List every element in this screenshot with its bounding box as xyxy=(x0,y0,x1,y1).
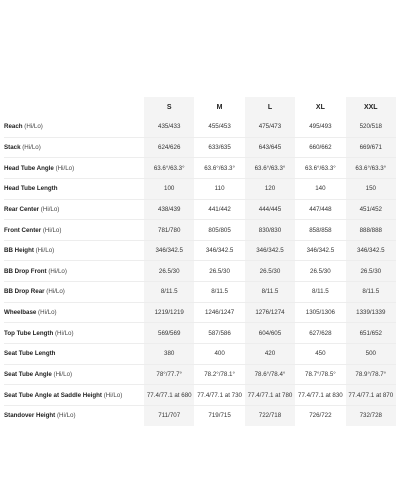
row-label-unit: (Hi/Lo) xyxy=(55,412,76,420)
table-cell: 444/445 xyxy=(245,199,295,220)
table-cell: 711/707 xyxy=(144,405,194,425)
geometry-table xyxy=(4,97,396,426)
table-row xyxy=(4,364,396,385)
table-cell: 78.7°/78.5° xyxy=(295,364,345,385)
row-label-text: BB Height xyxy=(4,247,34,255)
size-header-row xyxy=(4,97,396,117)
row-label-text: Reach xyxy=(4,123,23,131)
row-label-text: Standover Height xyxy=(4,412,56,420)
table-cell: 1219/1219 xyxy=(144,302,194,323)
table-cell: 447/448 xyxy=(295,199,345,220)
row-label-text: BB Drop Front xyxy=(4,267,47,275)
table-cell: 805/805 xyxy=(194,220,244,241)
size-header-m: M xyxy=(216,103,223,111)
table-cell: 569/569 xyxy=(144,323,194,344)
row-label-unit: (Hi/Lo) xyxy=(51,371,73,378)
row-label-text: Head Tube Length xyxy=(4,185,58,193)
row-label-text: Top Tube Length xyxy=(4,329,54,337)
row-label-seat-tube-angle xyxy=(4,364,144,385)
table-cell: 8/11.5 xyxy=(144,282,194,303)
table-cell: 1339/1339 xyxy=(346,302,396,323)
table-cell: 346/342.5 xyxy=(295,240,345,261)
row-label-bb-drop-front xyxy=(4,261,144,282)
table-cell: 346/342.5 xyxy=(245,240,295,261)
size-header-xl: XL xyxy=(315,103,325,111)
table-cell: 346/342.5 xyxy=(346,240,396,261)
table-cell: 633/635 xyxy=(194,137,244,158)
row-label-unit: (Hi/Lo) xyxy=(41,226,62,234)
row-label-text: Seat Tube Angle xyxy=(4,371,52,378)
table-row xyxy=(4,282,396,303)
table-cell: 26.5/30 xyxy=(194,261,244,282)
table-cell: 455/453 xyxy=(194,117,244,137)
table-cell: 78.2°/78.1° xyxy=(194,364,244,385)
table-cell: 8/11.5 xyxy=(346,282,396,303)
table-cell: 77.4/77.1 at 680 xyxy=(144,385,194,406)
table-cell: 451/452 xyxy=(346,199,396,220)
table-row xyxy=(4,344,396,365)
table-cell: 100 xyxy=(144,178,194,199)
row-label-unit: (Hi/Lo) xyxy=(101,391,123,399)
row-label-unit: (Hi/Lo) xyxy=(53,164,75,172)
table-row xyxy=(4,158,396,179)
table-row xyxy=(4,385,396,406)
row-label-bb-height xyxy=(4,240,144,261)
table-cell: 475/473 xyxy=(245,117,295,137)
table-cell: 78°/77.7° xyxy=(144,364,194,385)
size-header-l: L xyxy=(245,97,295,117)
table-cell: 26.5/30 xyxy=(245,261,295,282)
row-label-unit: (Hi/Lo) xyxy=(39,205,60,213)
table-cell: 1246/1247 xyxy=(194,302,244,323)
row-label-unit: (Hi/Lo) xyxy=(53,329,74,337)
row-label-unit: (Hi/Lo) xyxy=(33,247,55,255)
table-row xyxy=(4,137,396,158)
table-cell: 643/645 xyxy=(245,137,295,158)
row-label-stack xyxy=(4,137,144,158)
table-cell: 63.6°/63.3° xyxy=(245,158,295,179)
row-label-unit: (Hi/Lo) xyxy=(20,143,41,151)
table-cell: 26.5/30 xyxy=(295,261,345,282)
table-cell: 78.6°/78.4° xyxy=(245,364,295,385)
row-label-top-tube-length xyxy=(4,323,144,344)
table-cell: 722/718 xyxy=(245,405,295,425)
table-cell: 78.9°/78.7° xyxy=(346,364,396,385)
table-cell: 8/11.5 xyxy=(194,282,244,303)
row-label-unit: (Hi/Lo) xyxy=(22,123,43,131)
row-label-unit: (Hi/Lo) xyxy=(46,267,67,275)
table-cell: 495/493 xyxy=(295,117,345,137)
row-label-text: Rear Center xyxy=(4,205,40,213)
table-cell: 380 xyxy=(144,344,194,365)
row-label-wheelbase xyxy=(4,302,144,323)
table-cell: 888/888 xyxy=(346,220,396,241)
table-cell: 781/780 xyxy=(144,220,194,241)
table-cell: 63.6°/63.3° xyxy=(194,158,244,179)
table-cell: 77.4/77.1 at 870 xyxy=(346,385,396,406)
table-cell: 624/626 xyxy=(144,137,194,158)
table-cell: 435/433 xyxy=(144,117,194,137)
table-cell: 660/662 xyxy=(295,137,345,158)
row-label-text: Seat Tube Angle at Saddle Height xyxy=(4,391,102,399)
table-cell: 1305/1306 xyxy=(295,302,345,323)
table-row xyxy=(4,117,396,137)
table-cell: 520/518 xyxy=(346,117,396,137)
table-row xyxy=(4,261,396,282)
table-cell: 400 xyxy=(194,344,244,365)
table-cell: 500 xyxy=(346,344,396,365)
table-cell: 346/342.5 xyxy=(144,240,194,261)
table-row xyxy=(4,199,396,220)
table-cell: 732/728 xyxy=(346,405,396,425)
row-label-text: Wheelbase xyxy=(4,309,37,317)
row-label-bb-drop-rear xyxy=(4,282,144,303)
table-cell: 604/605 xyxy=(245,323,295,344)
table-row xyxy=(4,302,396,323)
row-label-head-tube-length xyxy=(4,178,144,199)
table-cell: 8/11.5 xyxy=(295,282,345,303)
table-cell: 726/722 xyxy=(309,412,332,420)
table-cell: 346/342.5 xyxy=(194,240,244,261)
row-label-standover-height xyxy=(4,405,144,425)
table-cell: 438/439 xyxy=(144,199,194,220)
table-cell: 77.4/77.1 at 780 xyxy=(245,385,295,406)
row-label-text: Seat Tube Length xyxy=(4,350,56,358)
row-label-seat-tube-angle-at-saddle-height xyxy=(4,385,144,406)
table-cell: 420 xyxy=(245,344,295,365)
table-cell: 441/442 xyxy=(194,199,244,220)
table-cell: 26.5/30 xyxy=(346,261,396,282)
row-label-seat-tube-length xyxy=(4,344,144,365)
row-label-unit: (Hi/Lo) xyxy=(36,309,57,317)
row-label-unit: (Hi/Lo) xyxy=(44,288,65,296)
table-row xyxy=(4,178,396,199)
table-cell: 26.5/30 xyxy=(144,261,194,282)
table-cell: 110 xyxy=(194,178,244,199)
table-cell: 669/671 xyxy=(346,137,396,158)
table-cell: 150 xyxy=(346,178,396,199)
label-column-header xyxy=(4,97,144,117)
table-row xyxy=(4,220,396,241)
row-label-reach xyxy=(4,117,144,137)
size-header-s: S xyxy=(144,97,194,117)
table-cell: 627/628 xyxy=(295,323,345,344)
table-cell: 830/830 xyxy=(245,220,295,241)
table-cell: 587/586 xyxy=(194,323,244,344)
size-header-xxl: XXL xyxy=(346,97,396,117)
table-cell: 140 xyxy=(295,178,345,199)
table-row xyxy=(4,405,396,425)
table-cell: 77.4/77.1 at 730 xyxy=(194,385,244,406)
row-label-head-tube-angle xyxy=(4,158,144,179)
table-cell: 858/858 xyxy=(295,220,345,241)
table-row xyxy=(4,323,396,344)
table-row xyxy=(4,240,396,261)
row-label-rear-center xyxy=(4,199,144,220)
table-cell: 63.6°/63.3° xyxy=(295,158,345,179)
row-label-text: Head Tube Angle xyxy=(4,164,54,172)
row-label-text: Stack xyxy=(4,143,21,151)
table-cell: 63.6°/63.3° xyxy=(144,158,194,179)
row-label-front-center xyxy=(4,220,144,241)
table-cell: 120 xyxy=(245,178,295,199)
table-cell: 719/715 xyxy=(208,412,231,420)
table-cell: 450 xyxy=(295,344,345,365)
table-cell: 8/11.5 xyxy=(245,282,295,303)
table-cell: 651/652 xyxy=(346,323,396,344)
row-label-text: BB Drop Rear xyxy=(4,288,45,296)
table-cell: 77.4/77.1 at 830 xyxy=(295,385,345,406)
table-cell: 1276/1274 xyxy=(245,302,295,323)
row-label-text: Front Center xyxy=(4,226,42,234)
table-cell: 63.6°/63.3° xyxy=(346,158,396,179)
